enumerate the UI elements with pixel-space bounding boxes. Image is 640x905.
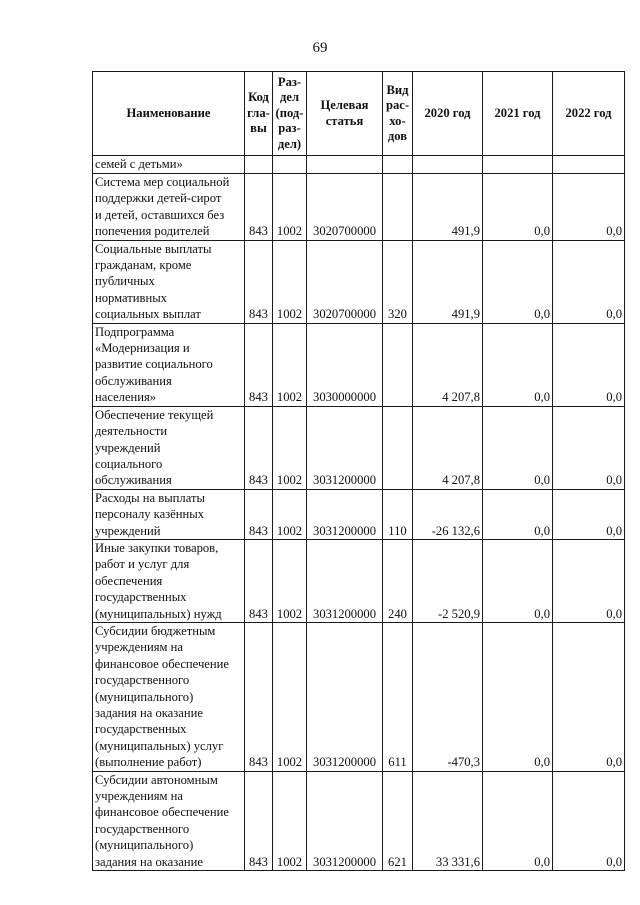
table-row — [93, 622, 625, 771]
cell-2022: 0,0 — [553, 323, 625, 406]
cell-target: 3020700000 — [307, 174, 383, 241]
cell-code: 843 — [245, 622, 273, 771]
cell-2022: 0,0 — [553, 622, 625, 771]
cell-expense-type: 240 — [383, 539, 413, 622]
cell-2020: 491,9 — [413, 240, 483, 323]
col-header-name: Наименование — [93, 72, 245, 156]
cell-empty — [413, 156, 483, 174]
cell-target: 3031200000 — [307, 406, 383, 489]
cell-name: Субсидии бюджетным учреждениям на финансовое обеспечение государственного (муниципального) задания на оказание государственных (муниципальных) услуг (выполнение работ) — [93, 622, 245, 771]
cell-2021: 0,0 — [483, 240, 553, 323]
cell-name: Подпрограмма «Модернизация и развитие социального обслуживания населения» — [93, 323, 245, 406]
cell-code: 843 — [245, 539, 273, 622]
cell-name: семей с детьми» — [93, 156, 245, 174]
cell-2020: -470,3 — [413, 622, 483, 771]
cell-empty — [273, 156, 307, 174]
table-row — [93, 771, 625, 870]
table-row — [93, 323, 625, 406]
cell-2022: 0,0 — [553, 174, 625, 241]
table-row — [93, 539, 625, 622]
col-header-target: Целевая статья — [307, 72, 383, 156]
cell-2020: -26 132,6 — [413, 489, 483, 539]
cell-code: 843 — [245, 406, 273, 489]
cell-2020: 4 207,8 — [413, 406, 483, 489]
cell-2021: 0,0 — [483, 489, 553, 539]
cell-2022: 0,0 — [553, 771, 625, 870]
cell-2021: 0,0 — [483, 406, 553, 489]
budget-table — [92, 71, 625, 871]
cell-name: Социальные выплаты гражданам, кроме публичных нормативных социальных выплат — [93, 240, 245, 323]
cell-2021: 0,0 — [483, 771, 553, 870]
cell-expense-type: 110 — [383, 489, 413, 539]
cell-target: 3020700000 — [307, 240, 383, 323]
cell-section: 1002 — [273, 771, 307, 870]
cell-expense-type — [383, 174, 413, 241]
cell-target: 3031200000 — [307, 771, 383, 870]
cell-code: 843 — [245, 323, 273, 406]
cell-code: 843 — [245, 174, 273, 241]
cell-2022: 0,0 — [553, 489, 625, 539]
cell-target: 3031200000 — [307, 489, 383, 539]
cell-section: 1002 — [273, 622, 307, 771]
cell-code: 843 — [245, 771, 273, 870]
cell-2021: 0,0 — [483, 539, 553, 622]
cell-section: 1002 — [273, 323, 307, 406]
cell-section: 1002 — [273, 406, 307, 489]
cell-empty — [245, 156, 273, 174]
header-row — [93, 72, 625, 156]
cell-2020: 491,9 — [413, 174, 483, 241]
cell-empty — [553, 156, 625, 174]
col-header-2021: 2021 год — [483, 72, 553, 156]
cell-section: 1002 — [273, 539, 307, 622]
cell-target: 3030000000 — [307, 323, 383, 406]
col-header-section: Раз- дел (под- раз- дел) — [273, 72, 307, 156]
cell-2021: 0,0 — [483, 174, 553, 241]
cell-name: Система мер социальной поддержки детей-сирот и детей, оставшихся без попечения родителей — [93, 174, 245, 241]
cell-expense-type: 621 — [383, 771, 413, 870]
cell-2020: -2 520,9 — [413, 539, 483, 622]
col-header-code: Код гла- вы — [245, 72, 273, 156]
col-header-2022: 2022 год — [553, 72, 625, 156]
cell-2021: 0,0 — [483, 323, 553, 406]
cell-name: Расходы на выплаты персоналу казённых учреждений — [93, 489, 245, 539]
cell-2020: 33 331,6 — [413, 771, 483, 870]
cell-section: 1002 — [273, 240, 307, 323]
cell-empty — [383, 156, 413, 174]
cell-target: 3031200000 — [307, 539, 383, 622]
cell-expense-type — [383, 323, 413, 406]
cell-target: 3031200000 — [307, 622, 383, 771]
cell-name: Иные закупки товаров, работ и услуг для обеспечения государственных (муниципальных) нужд — [93, 539, 245, 622]
cell-empty — [483, 156, 553, 174]
cell-name: Субсидии автономным учреждениям на финансовое обеспечение государственного (муниципального) задания на оказание — [93, 771, 245, 870]
col-header-2020: 2020 год — [413, 72, 483, 156]
cell-2022: 0,0 — [553, 406, 625, 489]
col-header-expense-type: Вид рас- хо- дов — [383, 72, 413, 156]
page-number: 69 — [312, 40, 328, 56]
cell-section: 1002 — [273, 174, 307, 241]
table-row — [93, 240, 625, 323]
cell-empty — [307, 156, 383, 174]
table-row-continuation — [93, 156, 625, 174]
cell-section: 1002 — [273, 489, 307, 539]
cell-2022: 0,0 — [553, 539, 625, 622]
cell-2021: 0,0 — [483, 622, 553, 771]
cell-code: 843 — [245, 489, 273, 539]
cell-2022: 0,0 — [553, 240, 625, 323]
cell-2020: 4 207,8 — [413, 323, 483, 406]
cell-expense-type — [383, 406, 413, 489]
cell-code: 843 — [245, 240, 273, 323]
cell-name: Обеспечение текущей деятельности учреждений социального обслуживания — [93, 406, 245, 489]
table-row — [93, 174, 625, 241]
table-row — [93, 406, 625, 489]
table-row — [93, 489, 625, 539]
cell-expense-type: 611 — [383, 622, 413, 771]
cell-expense-type: 320 — [383, 240, 413, 323]
